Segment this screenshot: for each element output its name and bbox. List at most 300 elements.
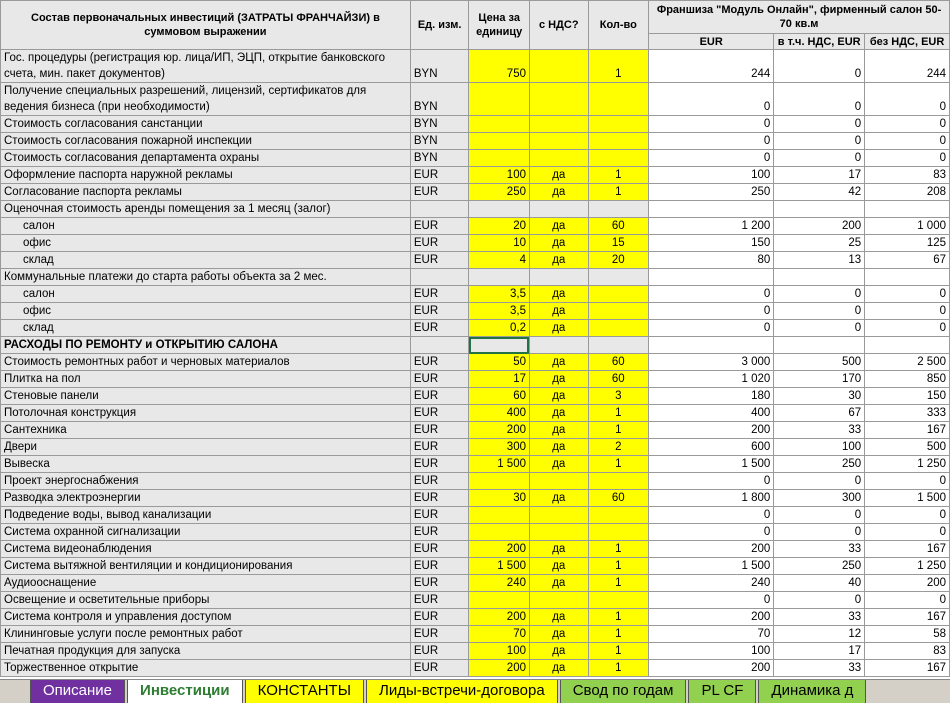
cell-description[interactable]: Коммунальные платежи до старта работы объекта за 2 мес. xyxy=(1,269,411,286)
cell-vat-eur[interactable]: 0 xyxy=(774,320,865,337)
cell-novat-eur[interactable]: 200 xyxy=(865,575,950,592)
cell-vat-flag[interactable]: да xyxy=(529,303,588,320)
cell-quantity[interactable]: 60 xyxy=(588,218,649,235)
cell-unit[interactable]: EUR xyxy=(410,167,469,184)
cell-vat-eur[interactable]: 17 xyxy=(774,643,865,660)
tab-sheet[interactable]: КОНСТАНТЫ xyxy=(245,680,364,703)
header-eur[interactable]: EUR xyxy=(649,34,774,50)
cell-vat-eur[interactable]: 0 xyxy=(774,303,865,320)
tab-sheet[interactable]: Инвестиции xyxy=(127,680,243,703)
cell-vat-eur[interactable]: 0 xyxy=(774,524,865,541)
cell-eur[interactable]: 0 xyxy=(649,150,774,167)
cell-vat-flag[interactable] xyxy=(529,133,588,150)
cell-quantity[interactable] xyxy=(588,320,649,337)
cell-novat-eur[interactable] xyxy=(865,269,950,286)
cell-eur[interactable] xyxy=(649,337,774,354)
cell-vat-flag[interactable]: да xyxy=(529,167,588,184)
header-unit[interactable]: Ед. изм. xyxy=(410,1,469,50)
cell-novat-eur[interactable]: 208 xyxy=(865,184,950,201)
cell-unit[interactable]: EUR xyxy=(410,558,469,575)
cell-price[interactable]: 1 500 xyxy=(469,558,530,575)
cell-vat-eur[interactable]: 0 xyxy=(774,83,865,116)
cell-description[interactable]: Оценочная стоимость аренды помещения за 1 месяц (залог) xyxy=(1,201,411,218)
cell-price[interactable]: 70 xyxy=(469,626,530,643)
cell-quantity[interactable] xyxy=(588,286,649,303)
cell-description[interactable]: Стоимость согласования департамента охраны xyxy=(1,150,411,167)
cell-vat-eur[interactable]: 300 xyxy=(774,490,865,507)
cell-vat-eur[interactable]: 12 xyxy=(774,626,865,643)
cell-description[interactable]: Система контроля и управления доступом xyxy=(1,609,411,626)
cell-vat-flag[interactable]: да xyxy=(529,456,588,473)
cell-description[interactable]: салон xyxy=(1,286,411,303)
cell-eur[interactable]: 200 xyxy=(649,609,774,626)
cell-vat-flag[interactable]: да xyxy=(529,439,588,456)
cell-unit[interactable]: EUR xyxy=(410,439,469,456)
cell-unit[interactable]: EUR xyxy=(410,422,469,439)
cell-vat-flag[interactable]: да xyxy=(529,643,588,660)
cell-unit[interactable]: EUR xyxy=(410,524,469,541)
cell-novat-eur[interactable] xyxy=(865,337,950,354)
cell-unit[interactable]: EUR xyxy=(410,643,469,660)
cell-eur[interactable]: 0 xyxy=(649,473,774,490)
cell-unit[interactable]: EUR xyxy=(410,218,469,235)
cell-novat-eur[interactable]: 850 xyxy=(865,371,950,388)
cell-vat-eur[interactable]: 500 xyxy=(774,354,865,371)
cell-eur[interactable]: 0 xyxy=(649,303,774,320)
cell-novat-eur[interactable] xyxy=(865,201,950,218)
cell-eur[interactable]: 0 xyxy=(649,286,774,303)
cell-description[interactable]: склад xyxy=(1,252,411,269)
cell-description[interactable]: Клининговые услуги после ремонтных работ xyxy=(1,626,411,643)
cell-novat-eur[interactable]: 0 xyxy=(865,303,950,320)
cell-vat-flag[interactable] xyxy=(529,83,588,116)
cell-quantity[interactable] xyxy=(588,150,649,167)
cell-quantity[interactable] xyxy=(588,507,649,524)
cell-price[interactable]: 750 xyxy=(469,50,530,83)
tab-sheet[interactable]: Свод по годам xyxy=(560,680,687,703)
cell-unit[interactable]: EUR xyxy=(410,252,469,269)
cell-vat-eur[interactable]: 250 xyxy=(774,558,865,575)
header-franchise[interactable]: Франшиза "Модуль Онлайн", фирменный салон 50-70 кв.м xyxy=(649,1,950,34)
cell-vat-flag[interactable]: да xyxy=(529,660,588,677)
cell-vat-eur[interactable]: 30 xyxy=(774,388,865,405)
cell-unit[interactable]: BYN xyxy=(410,83,469,116)
cell-unit[interactable]: EUR xyxy=(410,507,469,524)
cell-price[interactable]: 60 xyxy=(469,388,530,405)
cell-quantity[interactable]: 1 xyxy=(588,184,649,201)
cell-vat-flag[interactable] xyxy=(529,507,588,524)
cell-eur[interactable]: 240 xyxy=(649,575,774,592)
cell-vat-eur[interactable]: 33 xyxy=(774,422,865,439)
cell-quantity[interactable]: 60 xyxy=(588,490,649,507)
cell-price[interactable] xyxy=(469,337,530,354)
cell-description[interactable]: Система охранной сигнализации xyxy=(1,524,411,541)
cell-price[interactable]: 17 xyxy=(469,371,530,388)
cell-description[interactable]: Подведение воды, вывод канализации xyxy=(1,507,411,524)
cell-quantity[interactable]: 1 xyxy=(588,643,649,660)
cell-description[interactable]: Получение специальных разрешений, лицензий, сертификатов для ведения бизнеса (при необходимости) xyxy=(1,83,411,116)
cell-vat-eur[interactable]: 0 xyxy=(774,473,865,490)
cell-unit[interactable]: EUR xyxy=(410,541,469,558)
cell-description[interactable]: Стоимость ремонтных работ и черновых материалов xyxy=(1,354,411,371)
cell-quantity[interactable] xyxy=(588,303,649,320)
cell-description[interactable]: салон xyxy=(1,218,411,235)
cell-vat-flag[interactable] xyxy=(529,116,588,133)
cell-vat-eur[interactable]: 0 xyxy=(774,133,865,150)
cell-quantity[interactable]: 1 xyxy=(588,575,649,592)
cell-unit[interactable]: EUR xyxy=(410,235,469,252)
cell-quantity[interactable] xyxy=(588,592,649,609)
cell-vat-flag[interactable] xyxy=(529,50,588,83)
cell-unit[interactable]: EUR xyxy=(410,456,469,473)
cell-quantity[interactable] xyxy=(588,524,649,541)
header-quantity[interactable]: Кол-во xyxy=(588,1,649,50)
cell-novat-eur[interactable]: 83 xyxy=(865,643,950,660)
cell-novat-eur[interactable]: 0 xyxy=(865,320,950,337)
cell-eur[interactable]: 400 xyxy=(649,405,774,422)
cell-quantity[interactable] xyxy=(588,473,649,490)
cell-eur[interactable]: 0 xyxy=(649,83,774,116)
tab-scroll-area[interactable] xyxy=(0,680,30,703)
cell-vat-flag[interactable]: да xyxy=(529,575,588,592)
cell-price[interactable]: 10 xyxy=(469,235,530,252)
cell-price[interactable]: 200 xyxy=(469,422,530,439)
cell-vat-flag[interactable] xyxy=(529,524,588,541)
cell-description[interactable]: Согласование паспорта рекламы xyxy=(1,184,411,201)
cell-vat-flag[interactable]: да xyxy=(529,490,588,507)
cell-vat-eur[interactable]: 33 xyxy=(774,541,865,558)
cell-quantity[interactable]: 1 xyxy=(588,50,649,83)
cell-unit[interactable]: BYN xyxy=(410,133,469,150)
cell-unit[interactable]: BYN xyxy=(410,150,469,167)
cell-description[interactable]: склад xyxy=(1,320,411,337)
cell-novat-eur[interactable]: 58 xyxy=(865,626,950,643)
cell-eur[interactable]: 0 xyxy=(649,320,774,337)
cell-unit[interactable]: EUR xyxy=(410,184,469,201)
cell-novat-eur[interactable]: 0 xyxy=(865,473,950,490)
cell-novat-eur[interactable]: 0 xyxy=(865,133,950,150)
cell-vat-flag[interactable]: да xyxy=(529,422,588,439)
cell-vat-eur[interactable]: 0 xyxy=(774,286,865,303)
cell-vat-eur[interactable]: 17 xyxy=(774,167,865,184)
cell-price[interactable] xyxy=(469,473,530,490)
cell-novat-eur[interactable]: 333 xyxy=(865,405,950,422)
cell-price[interactable] xyxy=(469,592,530,609)
cell-unit[interactable]: BYN xyxy=(410,50,469,83)
cell-novat-eur[interactable]: 1 500 xyxy=(865,490,950,507)
cell-vat-flag[interactable] xyxy=(529,201,588,218)
cell-quantity[interactable]: 1 xyxy=(588,405,649,422)
cell-unit[interactable]: EUR xyxy=(410,473,469,490)
cell-description[interactable]: Печатная продукция для запуска xyxy=(1,643,411,660)
cell-description[interactable]: офис xyxy=(1,303,411,320)
cell-novat-eur[interactable]: 0 xyxy=(865,150,950,167)
cell-vat-eur[interactable]: 250 xyxy=(774,456,865,473)
cell-description[interactable]: Двери xyxy=(1,439,411,456)
cell-unit[interactable]: EUR xyxy=(410,405,469,422)
cell-novat-eur[interactable]: 0 xyxy=(865,592,950,609)
cell-description[interactable]: Система вытяжной вентиляции и кондиционирования xyxy=(1,558,411,575)
cell-eur[interactable]: 180 xyxy=(649,388,774,405)
cell-quantity[interactable] xyxy=(588,116,649,133)
cell-quantity[interactable]: 1 xyxy=(588,626,649,643)
cell-unit[interactable]: EUR xyxy=(410,286,469,303)
cell-price[interactable] xyxy=(469,269,530,286)
cell-eur[interactable]: 1 800 xyxy=(649,490,774,507)
tab-sheet[interactable]: Описание xyxy=(30,680,125,703)
cell-quantity[interactable]: 1 xyxy=(588,558,649,575)
cell-vat-eur[interactable]: 170 xyxy=(774,371,865,388)
table-row xyxy=(1,473,950,490)
cell-description[interactable]: Разводка электроэнергии xyxy=(1,490,411,507)
cell-eur[interactable]: 1 020 xyxy=(649,371,774,388)
cell-description[interactable]: РАСХОДЫ ПО РЕМОНТУ и ОТКРЫТИЮ САЛОНА xyxy=(1,337,411,354)
cell-unit[interactable]: EUR xyxy=(410,320,469,337)
cell-unit[interactable]: EUR xyxy=(410,660,469,677)
cell-vat-eur[interactable]: 200 xyxy=(774,218,865,235)
cell-vat-flag[interactable]: да xyxy=(529,218,588,235)
cell-novat-eur[interactable]: 244 xyxy=(865,50,950,83)
cell-eur[interactable]: 1 500 xyxy=(649,456,774,473)
cell-price[interactable]: 240 xyxy=(469,575,530,592)
cell-novat-eur[interactable]: 67 xyxy=(865,252,950,269)
cell-description[interactable]: Система видеонаблюдения xyxy=(1,541,411,558)
cell-vat-flag[interactable] xyxy=(529,473,588,490)
cell-novat-eur[interactable]: 0 xyxy=(865,286,950,303)
cell-price[interactable] xyxy=(469,201,530,218)
cell-eur[interactable]: 0 xyxy=(649,592,774,609)
cell-vat-eur[interactable] xyxy=(774,201,865,218)
cell-description[interactable]: Потолочная конструкция xyxy=(1,405,411,422)
cell-unit[interactable]: BYN xyxy=(410,116,469,133)
cell-unit[interactable]: EUR xyxy=(410,575,469,592)
cell-price[interactable] xyxy=(469,133,530,150)
cell-description[interactable]: Сантехника xyxy=(1,422,411,439)
cell-vat-eur[interactable]: 67 xyxy=(774,405,865,422)
cell-quantity[interactable]: 1 xyxy=(588,609,649,626)
cell-eur[interactable]: 150 xyxy=(649,235,774,252)
cell-vat-eur[interactable] xyxy=(774,337,865,354)
cell-vat-eur[interactable]: 0 xyxy=(774,150,865,167)
cell-vat-eur[interactable]: 25 xyxy=(774,235,865,252)
tab-sheet[interactable]: Динамика д xyxy=(758,680,866,703)
cell-novat-eur[interactable]: 0 xyxy=(865,116,950,133)
cell-novat-eur[interactable]: 150 xyxy=(865,388,950,405)
table-row xyxy=(1,286,950,303)
cell-novat-eur[interactable]: 167 xyxy=(865,660,950,677)
cell-unit[interactable] xyxy=(410,337,469,354)
cell-quantity[interactable]: 20 xyxy=(588,252,649,269)
tab-sheet[interactable]: PL CF xyxy=(688,680,756,703)
cell-vat-eur[interactable] xyxy=(774,269,865,286)
cell-price[interactable]: 300 xyxy=(469,439,530,456)
cell-price[interactable] xyxy=(469,524,530,541)
cell-unit[interactable] xyxy=(410,201,469,218)
cell-description[interactable]: Вывеска xyxy=(1,456,411,473)
cell-eur[interactable]: 100 xyxy=(649,167,774,184)
cell-eur[interactable]: 200 xyxy=(649,541,774,558)
tab-sheet[interactable]: Лиды-встречи-договора xyxy=(366,680,558,703)
cell-unit[interactable]: EUR xyxy=(410,609,469,626)
cell-price[interactable] xyxy=(469,507,530,524)
cell-quantity[interactable]: 1 xyxy=(588,660,649,677)
cell-quantity[interactable] xyxy=(588,269,649,286)
cell-vat-flag[interactable]: да xyxy=(529,541,588,558)
cell-novat-eur[interactable]: 167 xyxy=(865,541,950,558)
cell-unit[interactable]: EUR xyxy=(410,371,469,388)
cell-vat-flag[interactable]: да xyxy=(529,252,588,269)
cell-description[interactable]: Стоимость согласования санстанции xyxy=(1,116,411,133)
cell-description[interactable]: Гос. процедуры (регистрация юр. лица/ИП, ЭЦП, открытие банковского счета, мин. пакет документов) xyxy=(1,50,411,83)
cell-novat-eur[interactable]: 125 xyxy=(865,235,950,252)
cell-price[interactable]: 200 xyxy=(469,660,530,677)
cell-price[interactable]: 50 xyxy=(469,354,530,371)
cell-price[interactable]: 30 xyxy=(469,490,530,507)
cell-vat-flag[interactable]: да xyxy=(529,184,588,201)
cell-unit[interactable]: EUR xyxy=(410,303,469,320)
cell-vat-flag[interactable]: да xyxy=(529,558,588,575)
table-row xyxy=(1,235,950,252)
cell-price[interactable]: 400 xyxy=(469,405,530,422)
cell-eur[interactable]: 70 xyxy=(649,626,774,643)
cell-novat-eur[interactable]: 2 500 xyxy=(865,354,950,371)
cell-eur[interactable]: 200 xyxy=(649,660,774,677)
cell-quantity[interactable] xyxy=(588,133,649,150)
cell-vat-eur[interactable]: 40 xyxy=(774,575,865,592)
cell-quantity[interactable]: 1 xyxy=(588,541,649,558)
cell-price[interactable] xyxy=(469,150,530,167)
cell-vat-flag[interactable]: да xyxy=(529,388,588,405)
cell-vat-flag[interactable]: да xyxy=(529,405,588,422)
cell-quantity[interactable]: 1 xyxy=(588,456,649,473)
cell-eur[interactable]: 80 xyxy=(649,252,774,269)
cell-vat-flag[interactable]: да xyxy=(529,235,588,252)
cell-vat-flag[interactable]: да xyxy=(529,609,588,626)
cell-novat-eur[interactable]: 1 250 xyxy=(865,456,950,473)
cell-eur[interactable] xyxy=(649,201,774,218)
cell-unit[interactable]: EUR xyxy=(410,592,469,609)
cell-vat-flag[interactable]: да xyxy=(529,371,588,388)
cell-price[interactable]: 3,5 xyxy=(469,286,530,303)
cell-eur[interactable]: 600 xyxy=(649,439,774,456)
cell-eur[interactable]: 100 xyxy=(649,643,774,660)
cell-vat-flag[interactable] xyxy=(529,269,588,286)
cell-vat-flag[interactable] xyxy=(529,150,588,167)
cell-eur[interactable]: 0 xyxy=(649,507,774,524)
cell-novat-eur[interactable]: 167 xyxy=(865,422,950,439)
header-vat-eur[interactable]: в т.ч. НДС, EUR xyxy=(774,34,865,50)
cell-unit[interactable] xyxy=(410,269,469,286)
cell-eur[interactable]: 250 xyxy=(649,184,774,201)
cell-price[interactable]: 20 xyxy=(469,218,530,235)
cell-vat-eur[interactable]: 0 xyxy=(774,50,865,83)
cell-eur[interactable]: 0 xyxy=(649,524,774,541)
cell-vat-flag[interactable]: да xyxy=(529,626,588,643)
cell-vat-eur[interactable]: 100 xyxy=(774,439,865,456)
cell-vat-eur[interactable]: 0 xyxy=(774,116,865,133)
cell-eur[interactable]: 244 xyxy=(649,50,774,83)
cell-unit[interactable]: EUR xyxy=(410,388,469,405)
cell-vat-flag[interactable] xyxy=(529,337,588,354)
cell-eur[interactable]: 0 xyxy=(649,116,774,133)
cell-price[interactable]: 100 xyxy=(469,643,530,660)
cell-price[interactable]: 100 xyxy=(469,167,530,184)
cell-unit[interactable]: EUR xyxy=(410,354,469,371)
cell-novat-eur[interactable]: 1 000 xyxy=(865,218,950,235)
cell-description[interactable]: Проект энергоснабжения xyxy=(1,473,411,490)
cell-price[interactable] xyxy=(469,116,530,133)
cell-description[interactable]: Аудиооснащение xyxy=(1,575,411,592)
cell-quantity[interactable]: 60 xyxy=(588,371,649,388)
cell-vat-flag[interactable] xyxy=(529,592,588,609)
cell-quantity[interactable]: 15 xyxy=(588,235,649,252)
cell-description[interactable]: Освещение и осветительные приборы xyxy=(1,592,411,609)
header-vat-flag[interactable]: с НДС? xyxy=(529,1,588,50)
cell-vat-flag[interactable]: да xyxy=(529,286,588,303)
cell-quantity[interactable]: 60 xyxy=(588,354,649,371)
cell-eur[interactable]: 1 500 xyxy=(649,558,774,575)
cell-vat-eur[interactable]: 0 xyxy=(774,507,865,524)
cell-price[interactable]: 4 xyxy=(469,252,530,269)
cell-quantity[interactable]: 1 xyxy=(588,422,649,439)
cell-quantity[interactable]: 1 xyxy=(588,167,649,184)
cell-vat-eur[interactable]: 33 xyxy=(774,660,865,677)
cell-quantity[interactable] xyxy=(588,83,649,116)
cell-description[interactable]: Стеновые панели xyxy=(1,388,411,405)
cell-price[interactable]: 200 xyxy=(469,609,530,626)
header-description[interactable]: Состав первоначальных инвестиций (ЗАТРАТЫ ФРАНЧАЙЗИ) в суммовом выражении xyxy=(1,1,411,50)
cell-vat-flag[interactable]: да xyxy=(529,320,588,337)
cell-novat-eur[interactable]: 500 xyxy=(865,439,950,456)
cell-description[interactable]: Плитка на пол xyxy=(1,371,411,388)
cell-price[interactable]: 1 500 xyxy=(469,456,530,473)
cell-quantity[interactable]: 3 xyxy=(588,388,649,405)
cell-novat-eur[interactable]: 83 xyxy=(865,167,950,184)
cell-vat-eur[interactable]: 42 xyxy=(774,184,865,201)
cell-price[interactable]: 3,5 xyxy=(469,303,530,320)
cell-quantity[interactable] xyxy=(588,337,649,354)
cell-novat-eur[interactable]: 1 250 xyxy=(865,558,950,575)
cell-novat-eur[interactable]: 0 xyxy=(865,524,950,541)
cell-eur[interactable]: 3 000 xyxy=(649,354,774,371)
cell-novat-eur[interactable]: 0 xyxy=(865,507,950,524)
cell-vat-eur[interactable]: 0 xyxy=(774,592,865,609)
cell-vat-flag[interactable]: да xyxy=(529,354,588,371)
cell-eur[interactable]: 0 xyxy=(649,133,774,150)
cell-description[interactable]: Торжественное открытие xyxy=(1,660,411,677)
header-novat-eur[interactable]: без НДС, EUR xyxy=(865,34,950,50)
cell-description[interactable]: Оформление паспорта наружной рекламы xyxy=(1,167,411,184)
cell-unit[interactable]: EUR xyxy=(410,626,469,643)
cell-price[interactable]: 0,2 xyxy=(469,320,530,337)
cell-eur[interactable] xyxy=(649,269,774,286)
header-price[interactable]: Цена за единицу xyxy=(469,1,530,50)
cell-eur[interactable]: 1 200 xyxy=(649,218,774,235)
cell-price[interactable] xyxy=(469,83,530,116)
cell-price[interactable]: 200 xyxy=(469,541,530,558)
cell-price[interactable]: 250 xyxy=(469,184,530,201)
cell-novat-eur[interactable]: 0 xyxy=(865,83,950,116)
cell-vat-eur[interactable]: 33 xyxy=(774,609,865,626)
cell-unit[interactable]: EUR xyxy=(410,490,469,507)
cell-description[interactable]: Стоимость согласования пожарной инспекции xyxy=(1,133,411,150)
cell-quantity[interactable] xyxy=(588,201,649,218)
cell-novat-eur[interactable]: 167 xyxy=(865,609,950,626)
cell-eur[interactable]: 200 xyxy=(649,422,774,439)
cell-quantity[interactable]: 2 xyxy=(588,439,649,456)
cell-description[interactable]: офис xyxy=(1,235,411,252)
cell-vat-eur[interactable]: 13 xyxy=(774,252,865,269)
